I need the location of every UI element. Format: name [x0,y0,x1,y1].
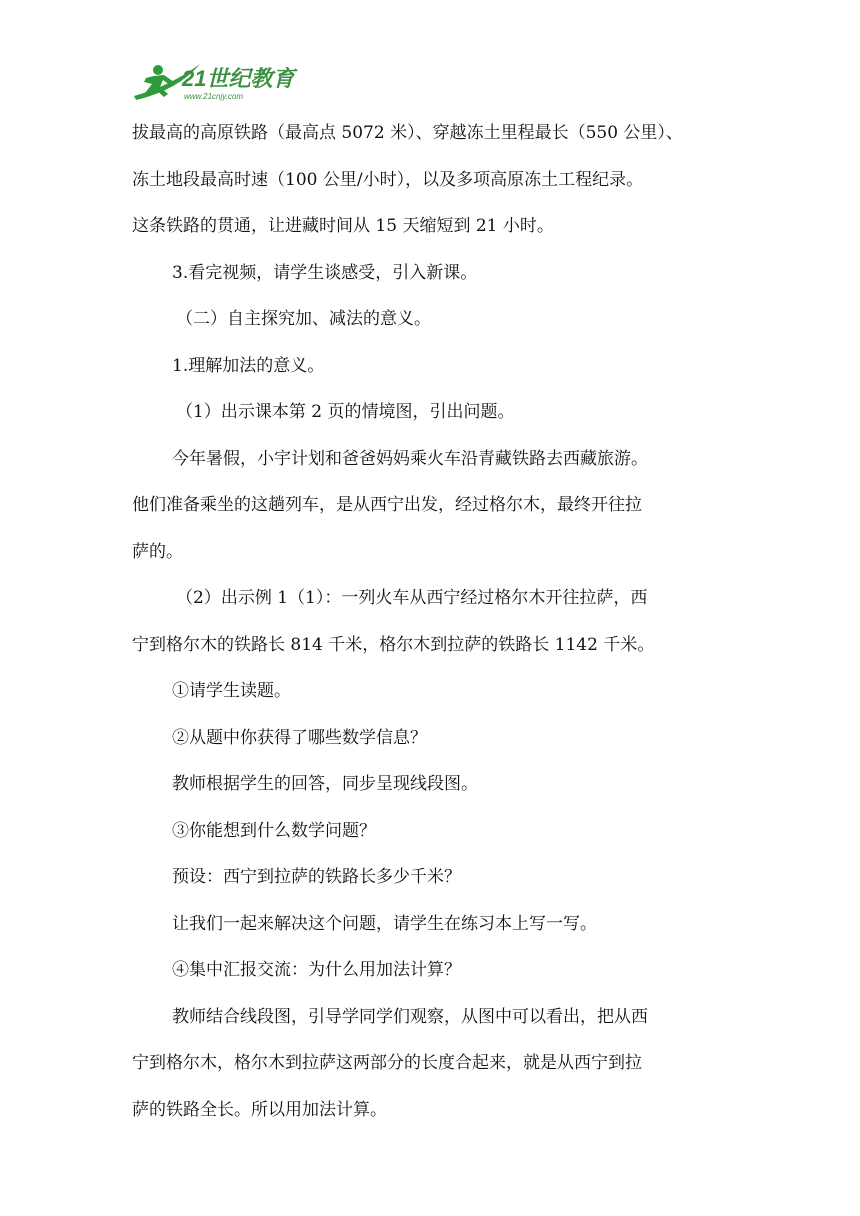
site-logo [130,56,310,106]
text-line: 这条铁路的贯通，让进藏时间从 15 天缩短到 21 小时。 [132,216,554,236]
logo-brand-text: 21世纪教育 [182,66,295,91]
text-line: ④集中汇报交流：为什么用加法计算？ [172,960,461,980]
text-line: 宁到格尔木的铁路长 814 千米，格尔木到拉萨的铁路长 1142 千米。 [132,634,655,655]
document-body [132,110,742,1133]
text-line: 萨的铁路全长。所以用加法计算。 [132,1099,387,1120]
text-line: 3.看完视频，请学生谈感受，引入新课。 [172,262,478,283]
text-line: 萨的。 [132,541,183,562]
text-line: （二）自主探究加、减法的意义。 [176,309,431,329]
text-line: 1.理解加法的意义。 [172,355,325,376]
text-line: 宁到格尔木，格尔木到拉萨这两部分的长度合起来，就是从西宁到拉 [132,1053,642,1073]
text-line: （1）出示课本第 2 页的情境图，引出问题。 [176,402,515,422]
text-line: 让我们一起来解决这个问题，请学生在练习本上写一写。 [172,913,597,934]
text-line: 教师结合线段图，引导学同学们观察，从图中可以看出，把从西 [172,1006,648,1027]
logo-url-text: www.21cnjy.com [184,92,243,101]
text-line: 预设：西宁到拉萨的铁路长多少千米？ [172,867,461,887]
text-line: 拔最高的高原铁路（最高点 5072 米）、穿越冻土里程最长（550 公里）、 [132,123,683,143]
text-line: （2）出示例 1（1）：一列火车从西宁经过格尔木开往拉萨，西 [176,588,648,608]
text-line: 今年暑假，小宇计划和爸爸妈妈乘火车沿青藏铁路去西藏旅游。 [172,448,648,469]
text-line: ②从题中你获得了哪些数学信息？ [172,727,427,748]
text-line: 教师根据学生的回答，同步呈现线段图。 [172,774,478,794]
text-line: 他们准备乘坐的这趟列车，是从西宁出发，经过格尔木，最终开往拉 [132,495,642,515]
text-line: ①请学生读题。 [172,681,291,701]
text-line: ③你能想到什么数学问题？ [172,820,376,841]
text-line: 冻土地段最高时速（100 公里/小时），以及多项高原冻土工程纪录。 [132,169,644,190]
runner-logo-icon [130,56,310,106]
